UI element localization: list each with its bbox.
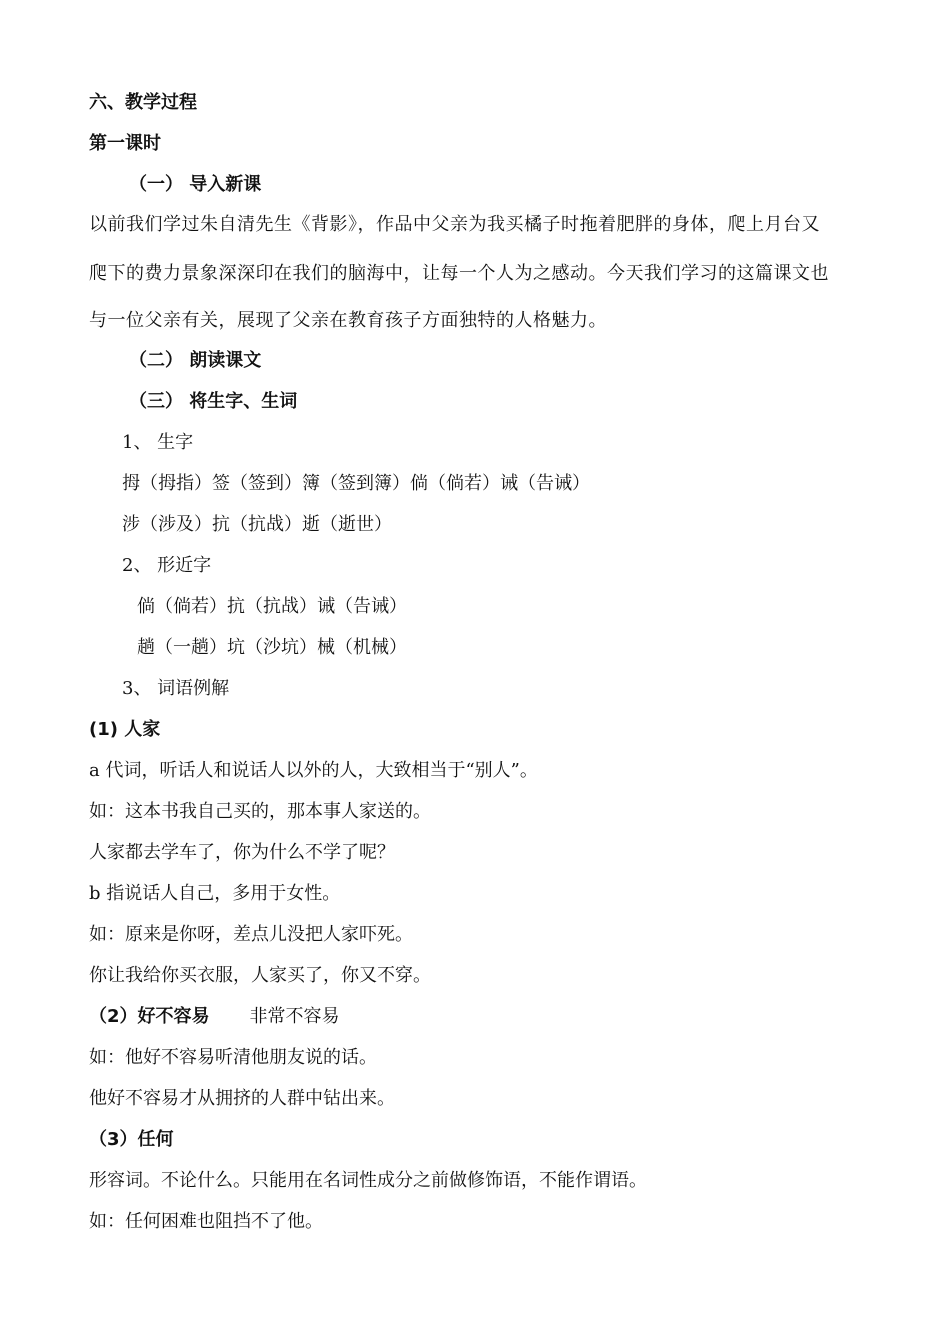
part-3-title: 将生字、生词 [189, 391, 298, 412]
word-2-line: 他好不容易才从拥挤的人群中钻出来。 [89, 1088, 395, 1109]
word-1-heading: (1) 人家 [89, 719, 161, 740]
part-2-heading [129, 349, 261, 373]
word-2-meaning: 非常不容易 [249, 1006, 340, 1027]
characters-line-2: 涉（涉及）抗（抗战）逝（逝世） [122, 514, 392, 535]
word-3-line: 如：任何困难也阻挡不了他。 [89, 1211, 323, 1232]
subheading-word-examples: 3、 词语例解 [122, 678, 230, 699]
word-1-line: a 代词，听话人和说话人以外的人，大致相当于“别人”。 [89, 760, 538, 781]
word-1-line: 如：原来是你呀，差点儿没把人家吓死。 [89, 924, 413, 945]
word-3-line: 形容词。不论什么。只能用在名词性成分之前做修饰语，不能作谓语。 [89, 1170, 647, 1191]
similar-line-2: 趟（一趟）坑（沙坑）械（机械） [137, 637, 407, 658]
word-2-heading: （2）好不容易 [89, 1006, 210, 1027]
part-1-heading [129, 173, 261, 197]
word-1-line: 你让我给你买衣服，人家买了，你又不穿。 [89, 965, 431, 986]
subheading-new-characters: 1、 生字 [122, 432, 194, 453]
similar-line-1: 倘（倘若）抗（抗战）诫（告诫） [137, 596, 407, 617]
part-3-heading [129, 390, 297, 414]
word-1-line: 如：这本书我自己买的，那本事人家送的。 [89, 801, 431, 822]
section-title: 六、教学过程 [89, 92, 197, 113]
subheading-similar-characters: 2、 形近字 [122, 555, 212, 576]
lesson-heading: 第一课时 [89, 133, 161, 154]
part-3-number: （三） [129, 391, 183, 412]
intro-line-2: 爬下的费力景象深深印在我们的脑海中，让每一个人为之感动。今天我们学习的这篇课文也 [89, 263, 829, 284]
intro-line-3: 与一位父亲有关，展现了父亲在教育孩子方面独特的人格魅力。 [89, 310, 607, 331]
part-2-number: （二） [129, 350, 183, 371]
characters-line-1: 拇（拇指）签（签到）簿（签到簿）倘（倘若）诫（告诫） [122, 473, 590, 494]
part-1-title: 导入新课 [189, 174, 262, 195]
word-3-heading: （3）任何 [89, 1129, 174, 1150]
part-1-number: （一） [129, 174, 183, 195]
intro-line-1: 以前我们学过朱自清先生《背影》，作品中父亲为我买橘子时拖着肥胖的身体，爬上月台又 [89, 214, 820, 235]
word-1-line: 人家都去学车了，你为什么不学了呢？ [89, 842, 395, 863]
word-2-line: 如：他好不容易听清他朋友说的话。 [89, 1047, 377, 1068]
part-2-title: 朗读课文 [189, 350, 262, 371]
word-1-line: b 指说话人自己，多用于女性。 [89, 883, 341, 904]
word-2-heading-row [89, 1005, 340, 1029]
